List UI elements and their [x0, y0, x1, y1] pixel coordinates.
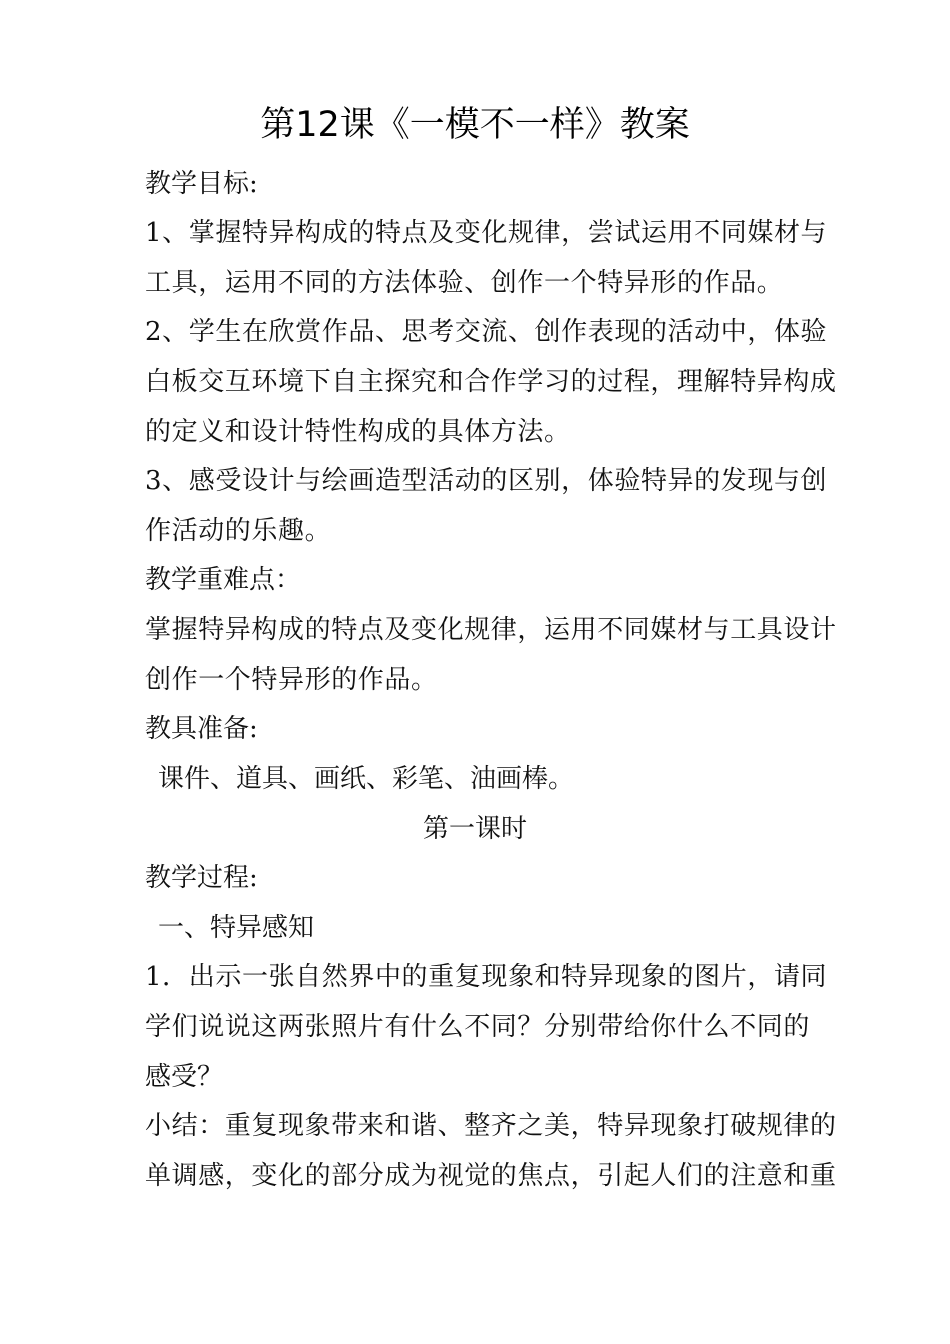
materials-line: 课件、道具、画纸、彩笔、油画棒。: [158, 764, 575, 794]
goal-3-line-1: 3、感受设计与绘画造型活动的区别，体验特异的发现与创: [145, 466, 828, 496]
goal-1-line-2: 工具，运用不同的方法体验、创作一个特异形的作品。: [145, 268, 784, 298]
step-1-line-1: 1．出示一张自然界中的重复现象和特异现象的图片，请同: [145, 962, 828, 992]
summary-line-2: 单调感，变化的部分成为视觉的焦点，引起人们的注意和重: [145, 1161, 837, 1191]
key-points-line-1: 掌握特异构成的特点及变化规律，运用不同媒材与工具设计: [145, 615, 837, 645]
section-1-heading: 一、特异感知: [158, 913, 315, 943]
step-1-line-3: 感受？: [145, 1062, 224, 1092]
process-heading: 教学过程:: [145, 863, 258, 893]
goal-2-line-3: 的定义和设计特性构成的具体方法。: [145, 417, 571, 447]
goals-heading: 教学目标:: [145, 169, 258, 199]
goal-3-line-2: 作活动的乐趣。: [145, 516, 332, 546]
step-1-line-2: 学们说说这两张照片有什么不同？分别带给你什么不同的: [145, 1012, 811, 1042]
document-title: 第12课《一模不一样》教案: [260, 105, 690, 145]
goal-2-line-1: 2、学生在欣赏作品、思考交流、创作表现的活动中，体验: [145, 317, 828, 347]
lesson-heading: 第一课时: [422, 814, 527, 844]
summary-line-1: 小结：重复现象带来和谐、整齐之美，特异现象打破规律的: [145, 1111, 837, 1141]
key-points-line-2: 创作一个特异形的作品。: [145, 665, 438, 695]
goal-2-line-2: 白板交互环境下自主探究和合作学习的过程，理解特异构成: [145, 367, 837, 397]
key-points-heading: 教学重难点：: [145, 565, 302, 595]
materials-heading: 教具准备:: [145, 714, 258, 744]
goal-1-line-1: 1、掌握特异构成的特点及变化规律，尝试运用不同媒材与: [145, 218, 828, 248]
